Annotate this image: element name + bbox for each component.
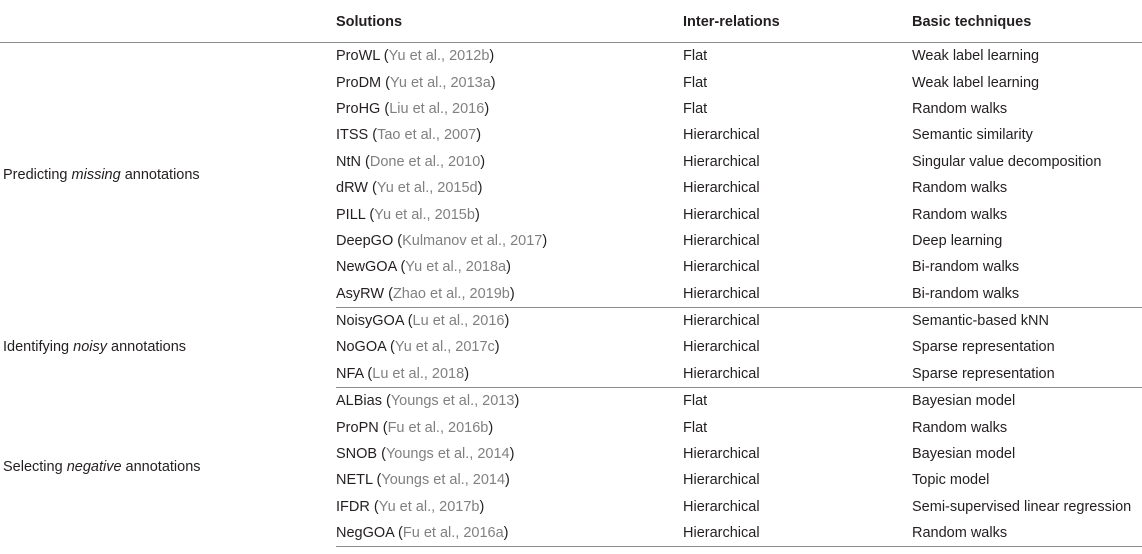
header-basic-techniques: Basic techniques	[912, 8, 1142, 43]
solution-cell	[336, 43, 683, 70]
method-name: ALBias	[336, 393, 382, 410]
inter-relations-cell: Hierarchical	[683, 259, 760, 276]
technique-cell: Bi-random walks	[912, 259, 1020, 276]
inter-relations-cell: Hierarchical	[683, 313, 760, 330]
technique-cell: Weak label learning	[912, 48, 1040, 65]
solution-cell	[336, 254, 683, 280]
solution-cell	[336, 175, 683, 201]
method-name: NETL	[336, 472, 373, 489]
inter-relations-cell: Flat	[683, 74, 708, 91]
inter-relations-cell: Hierarchical	[683, 180, 760, 197]
table-row	[0, 307, 1142, 334]
open-paren: (	[393, 232, 403, 249]
inter-relations-cell: Hierarchical	[683, 520, 912, 547]
technique-cell: Bayesian model	[912, 446, 1016, 463]
close-paren: )	[474, 206, 480, 223]
citation-link[interactable]: Yu et al., 2015d	[376, 180, 478, 197]
technique-cell: Bi-random walks	[912, 281, 1142, 308]
close-paren: )	[464, 365, 470, 382]
solution-cell	[336, 96, 683, 122]
method-name: SNOB	[336, 446, 378, 463]
method-name: PILL	[336, 206, 366, 223]
technique-cell: Semantic-based kNN	[912, 313, 1049, 330]
technique-cell: Sparse representation	[912, 361, 1142, 388]
group-label-suffix: annotations	[121, 459, 201, 476]
inter-relations-cell: Hierarchical	[683, 446, 760, 463]
close-paren: )	[505, 472, 510, 489]
open-paren: (	[372, 472, 382, 489]
inter-relations-cell: Hierarchical	[683, 153, 760, 170]
open-paren: (	[380, 100, 390, 117]
open-paren: (	[368, 127, 378, 144]
inter-relations-cell: Hierarchical	[683, 498, 760, 515]
close-paren: )	[479, 498, 485, 515]
close-paren: )	[504, 313, 510, 330]
method-name: ITSS	[336, 127, 369, 144]
solution-cell	[336, 388, 683, 415]
method-name: dRW	[336, 180, 368, 197]
header-solutions: Solutions	[336, 8, 683, 43]
method-name: NegGOA	[336, 525, 395, 542]
solution-cell	[336, 122, 683, 148]
method-name: ProPN	[336, 419, 379, 436]
citation-link[interactable]: Yu et al., 2012b	[388, 48, 490, 65]
close-paren: )	[494, 339, 500, 356]
close-paren: )	[503, 525, 509, 542]
method-name: AsyRW	[336, 285, 385, 302]
close-paren: )	[542, 232, 548, 249]
solution-cell	[336, 414, 683, 440]
citation-link[interactable]: Kulmanov et al., 2017	[402, 232, 543, 249]
solution-cell	[336, 441, 683, 467]
technique-cell: Random walks	[912, 180, 1008, 197]
close-paren: )	[488, 419, 494, 436]
open-paren: (	[381, 393, 391, 410]
open-paren: (	[384, 285, 393, 302]
table-body	[0, 43, 1142, 547]
group-label-prefix: Selecting	[3, 459, 67, 476]
method-name: DeepGO	[336, 232, 394, 249]
solution-cell	[336, 361, 683, 388]
technique-cell: Random walks	[912, 419, 1008, 436]
technique-cell: Semantic similarity	[912, 127, 1033, 144]
inter-relations-cell: Hierarchical	[683, 339, 760, 356]
header-row	[0, 8, 1142, 43]
citation-link[interactable]: Zhao et al., 2019b	[392, 285, 510, 302]
open-paren: (	[367, 180, 377, 197]
solution-cell	[336, 149, 683, 175]
header-category	[0, 8, 336, 43]
solution-cell	[336, 307, 683, 334]
technique-cell: Topic model	[912, 472, 990, 489]
inter-relations-cell: Hierarchical	[683, 127, 760, 144]
close-paren: )	[489, 48, 495, 65]
group-label	[0, 388, 336, 547]
group-label-suffix: annotations	[120, 167, 200, 184]
citation-link[interactable]: Yu et al., 2015b	[374, 206, 475, 223]
inter-relations-cell: Hierarchical	[683, 232, 760, 249]
method-name: NewGOA	[336, 259, 397, 276]
citation-link[interactable]: Yu et al., 2017c	[394, 339, 495, 356]
citation-link[interactable]: Lu et al., 2018	[372, 365, 465, 382]
close-paren: )	[514, 393, 520, 410]
technique-cell: Weak label learning	[912, 74, 1040, 91]
open-paren: (	[369, 498, 379, 515]
table-row	[0, 43, 1142, 70]
close-paren: )	[477, 180, 483, 197]
group-label-emphasis: noisy	[73, 339, 107, 356]
group-label-emphasis: negative	[66, 459, 122, 476]
citation-link[interactable]: Liu et al., 2016	[389, 100, 485, 117]
method-name: IFDR	[336, 498, 370, 515]
citation-link[interactable]: Youngs et al., 2014	[385, 446, 510, 463]
group-label	[0, 307, 336, 387]
open-paren: (	[381, 74, 390, 91]
solution-cell	[336, 334, 683, 360]
citation-link[interactable]: Tao et al., 2007	[377, 127, 477, 144]
close-paren: )	[480, 153, 486, 170]
inter-relations-cell: Hierarchical	[683, 361, 912, 388]
close-paren: )	[476, 127, 482, 144]
solution-cell	[336, 467, 683, 493]
header-inter-relations: Inter-relations	[683, 8, 912, 43]
open-paren: (	[365, 206, 375, 223]
inter-relations-cell: Hierarchical	[683, 472, 760, 489]
method-name: NtN	[336, 153, 361, 170]
technique-cell: Random walks	[912, 206, 1008, 223]
open-paren: (	[403, 313, 413, 330]
inter-relations-cell: Hierarchical	[683, 281, 912, 308]
citation-link[interactable]: Yu et al., 2018a	[405, 259, 507, 276]
methods-table	[0, 8, 1142, 547]
open-paren: (	[377, 446, 386, 463]
group-label	[0, 43, 336, 308]
open-paren: (	[378, 419, 388, 436]
citation-link[interactable]: Lu et al., 2016	[412, 313, 505, 330]
open-paren: (	[396, 259, 406, 276]
citation-link[interactable]: Done et al., 2010	[369, 153, 481, 170]
inter-relations-cell: Flat	[683, 100, 708, 117]
citation-link[interactable]: Yu et al., 2013a	[389, 74, 491, 91]
inter-relations-cell: Flat	[683, 48, 708, 65]
method-name: ProWL	[336, 48, 380, 65]
close-paren: )	[484, 100, 490, 117]
method-name: ProDM	[336, 74, 382, 91]
open-paren: (	[363, 365, 373, 382]
technique-cell: Bayesian model	[912, 393, 1016, 410]
group-label-prefix: Identifying	[3, 339, 74, 356]
citation-link[interactable]: Fu et al., 2016b	[387, 419, 489, 436]
citation-link[interactable]: Youngs et al., 2013	[390, 393, 515, 410]
method-name: NoGOA	[336, 339, 386, 356]
inter-relations-cell: Flat	[683, 419, 708, 436]
method-name: ProHG	[336, 100, 381, 117]
citation-link[interactable]: Fu et al., 2016a	[402, 525, 504, 542]
solution-cell	[336, 69, 683, 95]
inter-relations-cell: Flat	[683, 393, 708, 410]
technique-cell: Random walks	[912, 100, 1008, 117]
solution-cell	[336, 228, 683, 254]
open-paren: (	[360, 153, 370, 170]
group-label-prefix: Predicting	[3, 167, 72, 184]
close-paren: )	[509, 446, 515, 463]
open-paren: (	[385, 339, 395, 356]
citation-link[interactable]: Yu et al., 2017b	[378, 498, 480, 515]
open-paren: (	[394, 525, 403, 542]
table-row	[0, 388, 1142, 415]
solution-cell	[336, 281, 683, 308]
close-paren: )	[506, 259, 511, 276]
close-paren: )	[490, 74, 496, 91]
open-paren: (	[379, 48, 389, 65]
technique-cell: Singular value decomposition	[912, 153, 1102, 170]
technique-cell: Semi-supervised linear regression	[912, 498, 1132, 515]
close-paren: )	[509, 285, 515, 302]
solution-cell	[336, 494, 683, 520]
solution-cell	[336, 520, 683, 547]
citation-link[interactable]: Youngs et al., 2014	[381, 472, 506, 489]
method-name: NFA	[336, 365, 364, 382]
technique-cell: Sparse representation	[912, 339, 1055, 356]
technique-cell: Deep learning	[912, 232, 1003, 249]
inter-relations-cell: Hierarchical	[683, 206, 760, 223]
method-name: NoisyGOA	[336, 313, 404, 330]
solution-cell	[336, 201, 683, 227]
technique-cell: Random walks	[912, 520, 1142, 547]
group-label-emphasis: missing	[71, 167, 121, 184]
group-label-suffix: annotations	[107, 339, 187, 356]
